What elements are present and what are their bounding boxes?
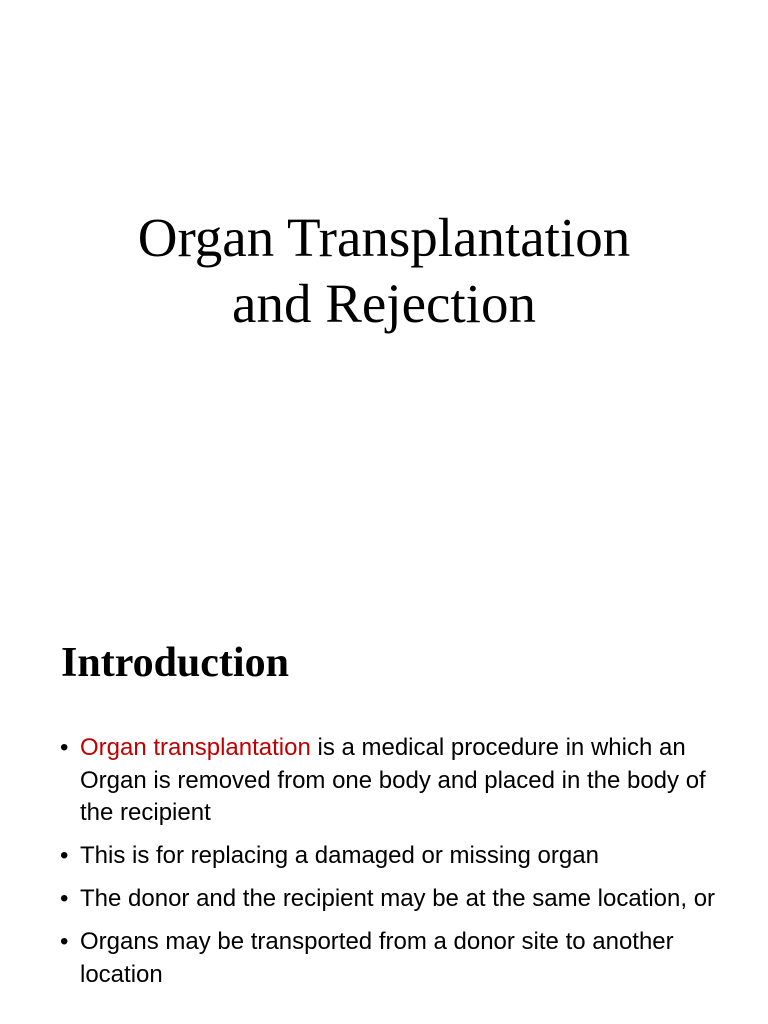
bullet-icon: • <box>60 842 69 869</box>
bullet-icon: • <box>60 885 69 912</box>
slide-title <box>0 205 768 337</box>
bullet-text: Organs may be transported from a donor site to another location <box>80 928 674 988</box>
introduction-slide <box>0 576 768 1024</box>
bullet-item <box>60 883 720 916</box>
bullet-text: is a medical procedure in which an Organ is removed from one body and placed in the body of the recipient <box>80 734 706 826</box>
slide-title-line-1: Organ Transplantation <box>137 207 631 268</box>
bullet-text: The donor and the recipient may be at the same location, or <box>80 885 716 912</box>
slide-title-line-2: and Rejection <box>232 273 536 334</box>
bullet-icon: • <box>60 928 69 955</box>
bullet-item <box>60 840 720 873</box>
bullet-list <box>60 732 720 1002</box>
bullet-item <box>60 926 720 991</box>
bullet-item <box>60 732 720 830</box>
section-heading: Introduction <box>61 640 289 686</box>
bullet-text: This is for replacing a damaged or missing organ <box>80 842 599 869</box>
bullet-icon: • <box>60 734 69 761</box>
bullet-highlight-text: Organ transplantation <box>80 734 311 761</box>
